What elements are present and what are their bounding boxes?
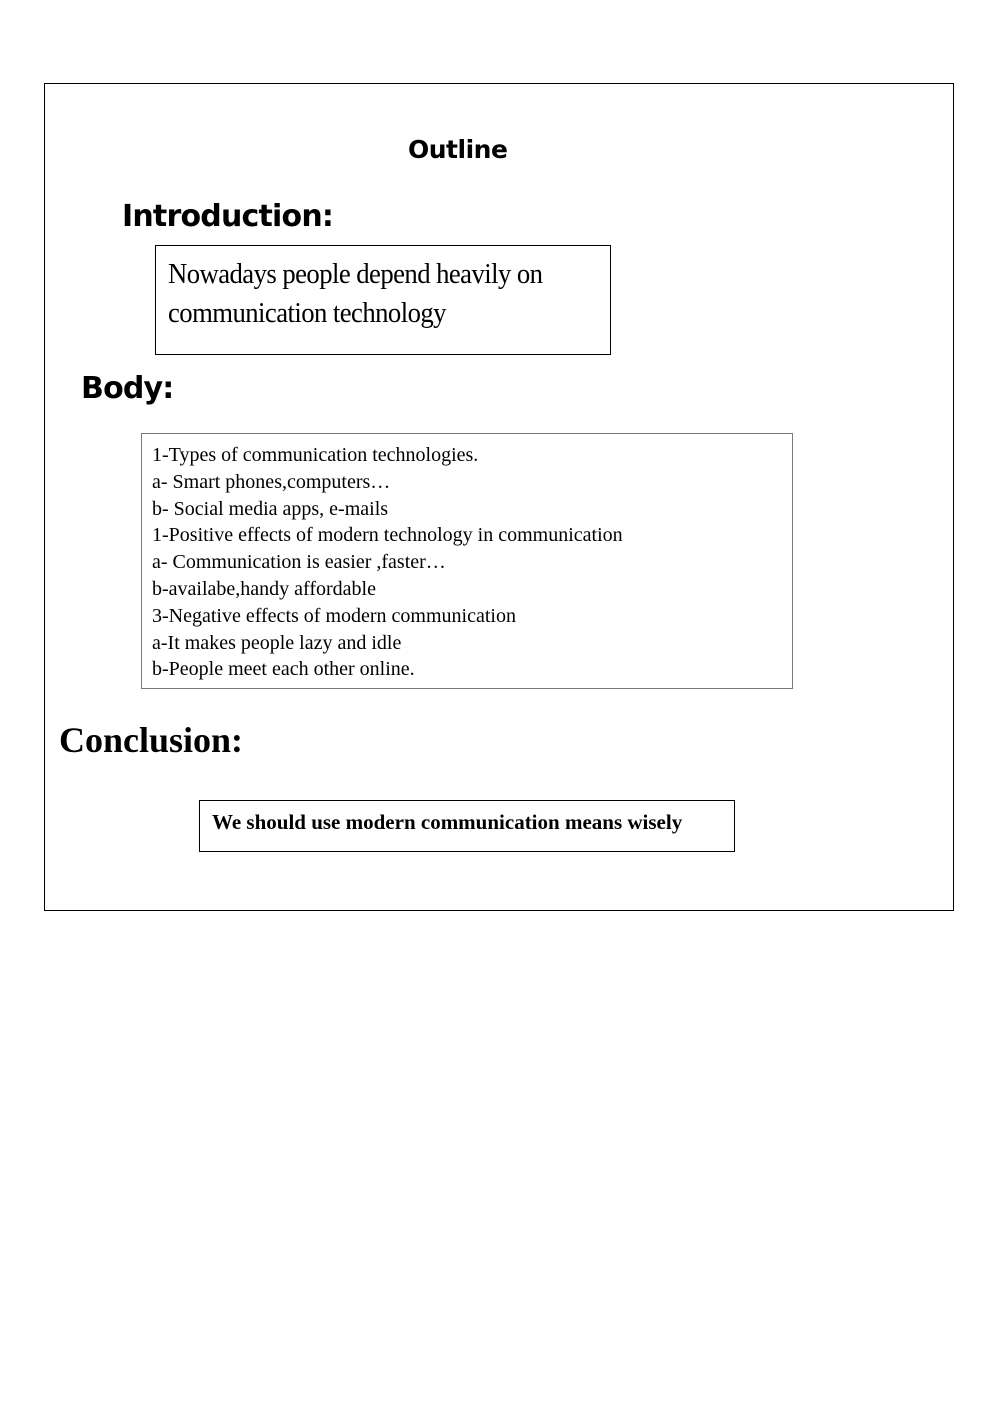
conclusion-text: We should use modern communication means wisely: [212, 810, 683, 834]
body-list-item: b-People meet each other online.: [152, 658, 415, 681]
body-list-item: 1-Types of communication technologies.: [152, 444, 479, 466]
body-heading: Body:: [81, 371, 174, 406]
body-list-item: 1-Positive effects of modern technology in communication: [152, 524, 623, 547]
introduction-line: communication technology: [168, 297, 446, 329]
introduction-line: Nowadays people depend heavily on: [168, 258, 543, 290]
introduction-heading: Introduction:: [122, 199, 334, 234]
introduction-box: [155, 245, 611, 355]
conclusion-box: [199, 800, 735, 852]
body-list-item: b-availabe,handy affordable: [152, 577, 376, 600]
body-list-item: b- Social media apps, e-mails: [152, 497, 389, 520]
body-list-item: a- Smart phones,computers…: [152, 470, 391, 493]
conclusion-heading: Conclusion:: [59, 720, 244, 760]
body-box: [141, 433, 793, 689]
body-list-item: 3-Negative effects of modern communication: [152, 604, 516, 627]
body-list-item: a-It makes people lazy and idle: [152, 631, 402, 654]
outline-title: Outline: [408, 135, 508, 164]
body-list-item: a- Communication is easier ,faster…: [152, 551, 446, 574]
